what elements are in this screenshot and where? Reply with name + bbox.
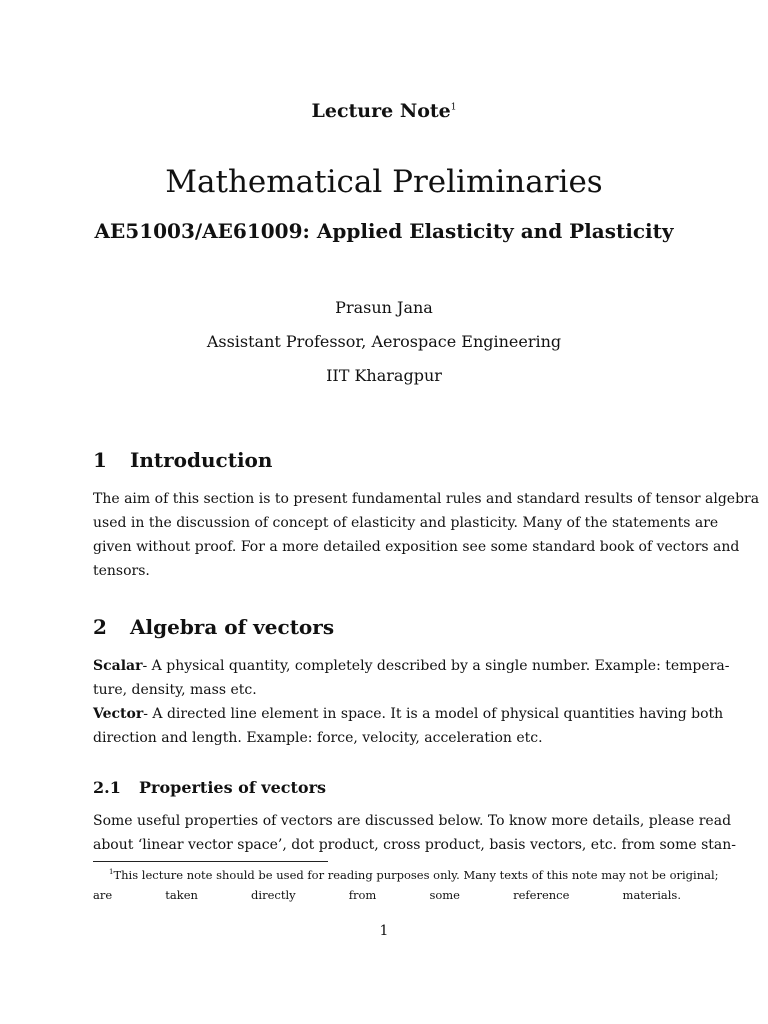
paragraph-line: direction and length. Example: force, velocity, acceleration etc. bbox=[93, 730, 543, 746]
paragraph-line: Some useful properties of vectors are discussed below. To know more details, please read bbox=[93, 813, 732, 829]
subsection-title: Properties of vectors bbox=[139, 778, 326, 797]
author-institute: IIT Kharagpur bbox=[326, 366, 442, 385]
vector-definition-text: - A directed line element in space. It is a model of physical quantities having both bbox=[143, 706, 724, 722]
footnote-mark: 1 bbox=[109, 868, 114, 876]
section-title: Introduction bbox=[130, 448, 273, 472]
introduction-paragraph bbox=[93, 487, 760, 583]
section-heading-introduction bbox=[93, 448, 272, 472]
properties-paragraph bbox=[93, 809, 737, 857]
document-title: Mathematical Preliminaries bbox=[165, 164, 603, 200]
paragraph-line: The aim of this section is to present fundamental rules and standard results of tensor algebra bbox=[93, 491, 760, 507]
lecture-note-text: Lecture Note bbox=[311, 100, 451, 122]
page-number: 1 bbox=[379, 923, 389, 939]
footnote-line bbox=[93, 862, 719, 885]
paragraph-line: ture, density, mass etc. bbox=[93, 682, 257, 698]
subsection-heading-properties-of-vectors bbox=[93, 778, 326, 797]
vector-definition-line bbox=[93, 702, 724, 726]
section-number: 2 bbox=[93, 615, 107, 639]
section-title: Algebra of vectors bbox=[130, 615, 335, 639]
scalar-definition-line bbox=[93, 654, 730, 678]
definitions-paragraph bbox=[93, 654, 730, 750]
section-heading-algebra-of-vectors bbox=[93, 615, 334, 639]
section-number: 1 bbox=[93, 448, 107, 472]
footnote-text: This lecture note should be used for reading purposes only. Many texts of this note may not be original; bbox=[113, 867, 719, 882]
paragraph-line: tensors. bbox=[93, 563, 150, 579]
author-name: Prasun Jana bbox=[335, 298, 433, 317]
scalar-definition-text: - A physical quantity, completely described by a single number. Example: tempera- bbox=[142, 658, 730, 674]
footnote-line: are taken directly from some reference materials. bbox=[93, 887, 681, 902]
paragraph-line: about ‘linear vector space’, dot product, cross product, basis vectors, etc. from some stan- bbox=[93, 837, 737, 853]
scalar-term: Scalar bbox=[93, 658, 143, 674]
footnote bbox=[93, 862, 719, 905]
vector-term: Vector bbox=[93, 706, 144, 722]
paragraph-line: given without proof. For a more detailed exposition see some standard book of vectors and bbox=[93, 539, 740, 555]
footnote-reference-mark: 1 bbox=[450, 102, 457, 113]
author-position: Assistant Professor, Aerospace Engineering bbox=[206, 332, 562, 351]
subsection-number: 2.1 bbox=[93, 778, 121, 797]
paragraph-line: used in the discussion of concept of elasticity and plasticity. Many of the statements are bbox=[93, 515, 719, 531]
lecture-note-label bbox=[0, 100, 768, 122]
course-title: AE51003/AE61009: Applied Elasticity and Plasticity bbox=[94, 219, 674, 243]
